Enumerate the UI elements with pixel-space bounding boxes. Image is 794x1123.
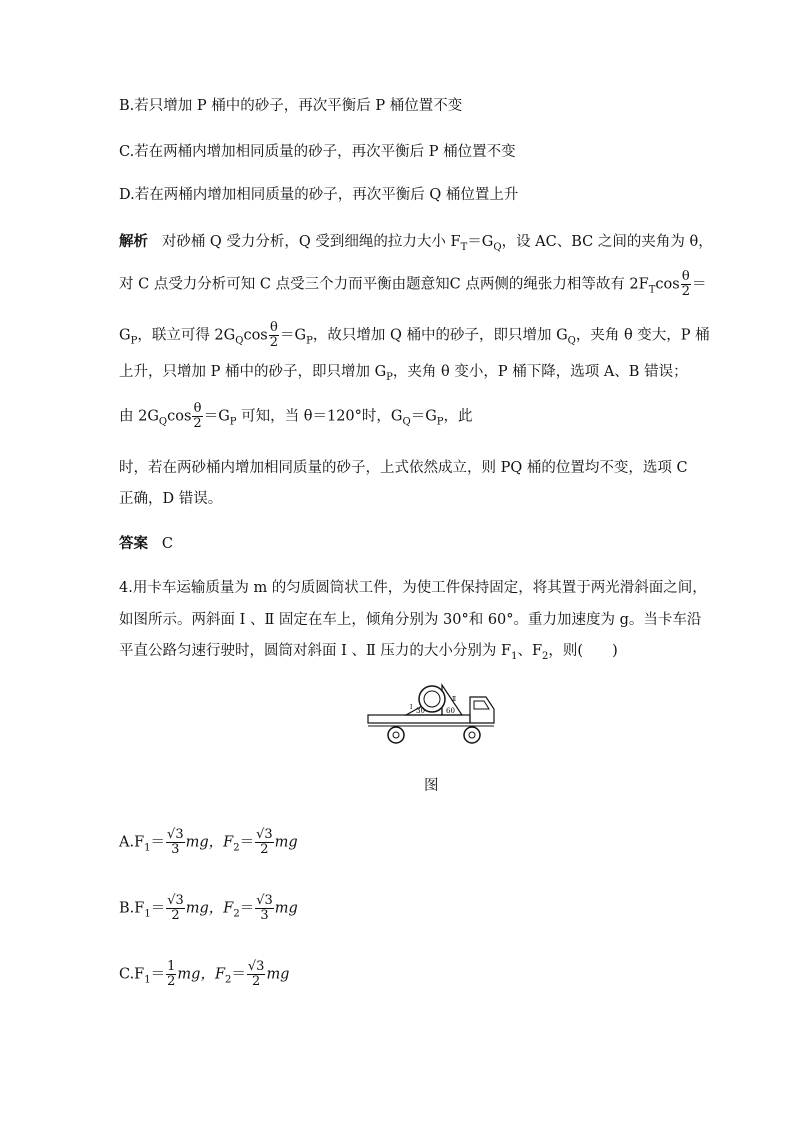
front-wheel [464,727,480,743]
question-4-line-1: 4.用卡车运输质量为 m 的匀质圆筒状工件，为使工件保持固定，将其置于两光滑斜面之间， [119,580,707,596]
option-c-line: C.若在两桶内增加相同质量的砂子，再次平衡后 P 桶位置不变 [119,144,516,160]
truck-bed [368,715,470,723]
answer-label: 答案 [119,535,148,552]
answer-line [119,534,173,554]
question-4-line-3: 平直公路匀速行驶时，圆筒对斜面 Ⅰ 、Ⅱ 压力的大小分别为 $F_1$、$F_2$，则( ) [119,643,618,662]
rear-wheel [388,727,404,743]
solution-line-7: 正确，D 错误。 [119,491,223,507]
option-d-line: D.若在两桶内增加相同质量的砂子，再次平衡后 Q 桶位置上升 [119,187,519,203]
option-b-formula: $B.F_1=$ $\frac{√3}{2}$ mg，$F_2=$ $\frac{√3}{3}$ mg [119,893,298,923]
angle-30-label: 30 [416,707,425,715]
option-a-formula: $A.F_1=$ $\frac{√3}{3}$ mg，$F_2=$ $\frac{√3}{2}$ mg [119,827,298,857]
solution-line-5: 由 $2G_Q\cos$ $\frac{\theta}{2}$ $=G_P$ 可知，当 θ＝120°时，$G_Q=G_P$，此 [119,401,473,431]
solution-label: 解析 [119,233,148,250]
option-c-formula: $C.F_1=$ $\frac{1}{2}$ mg，$F_2=$ $\frac{√3}{2}$ mg [119,959,290,989]
fraction-theta-half: $\frac{\theta}{2}$ [193,401,202,431]
angle-60-label: 60 [446,707,455,715]
solution-line-1: 解析 对砂桶 Q 受力分析，Q 受到细绳的拉力大小 $F_T=G_Q$，设 AC、BC 之间的夹角为 θ， [119,233,713,253]
truck-figure [366,683,500,747]
solution-line-4: 上升，只增加 P 桶中的砂子，即只增加 $G_P$，夹角 θ 变小，P 桶下降，选项 A、B 错误； [119,364,688,383]
solution-line-6: 时，若在两砂桶内增加相同质量的砂子，上式依然成立，则 PQ 桶的位置均不变，选项 C [119,460,688,476]
answer-value: C [161,536,173,552]
figure-caption: 图 [424,778,439,794]
incline-I-label: Ⅰ [410,704,413,711]
solution-line-2: 对 C 点受力分析可知 C 点受三个力而平衡由题意知C 点两侧的绳张力相等故有 $2F_T\cos$ $\frac{\theta}{2}$ ＝ [119,269,707,299]
question-4-line-2: 如图所示。两斜面 Ⅰ 、Ⅱ 固定在车上，倾角分别为 30°和 60°。重力加速度为 g。当卡车沿 [119,612,702,628]
fraction-theta-half: $\frac{\theta}{2}$ [269,320,279,350]
cab-window [474,701,489,709]
incline-II-label: Ⅱ [452,696,457,703]
solution-line-3: $G_P$，联立可得 $2G_Q\cos$ $\frac{\theta}{2}$ $=G_P$，故只增加 Q 桶中的砂子，即只增加 $G_Q$，夹角 θ 变大，P 桶 [119,320,710,350]
fraction-theta-half: $\frac{\theta}{2}$ [681,269,690,299]
option-b-line: B.若只增加 P 桶中的砂子，再次平衡后 P 桶位置不变 [119,98,463,114]
